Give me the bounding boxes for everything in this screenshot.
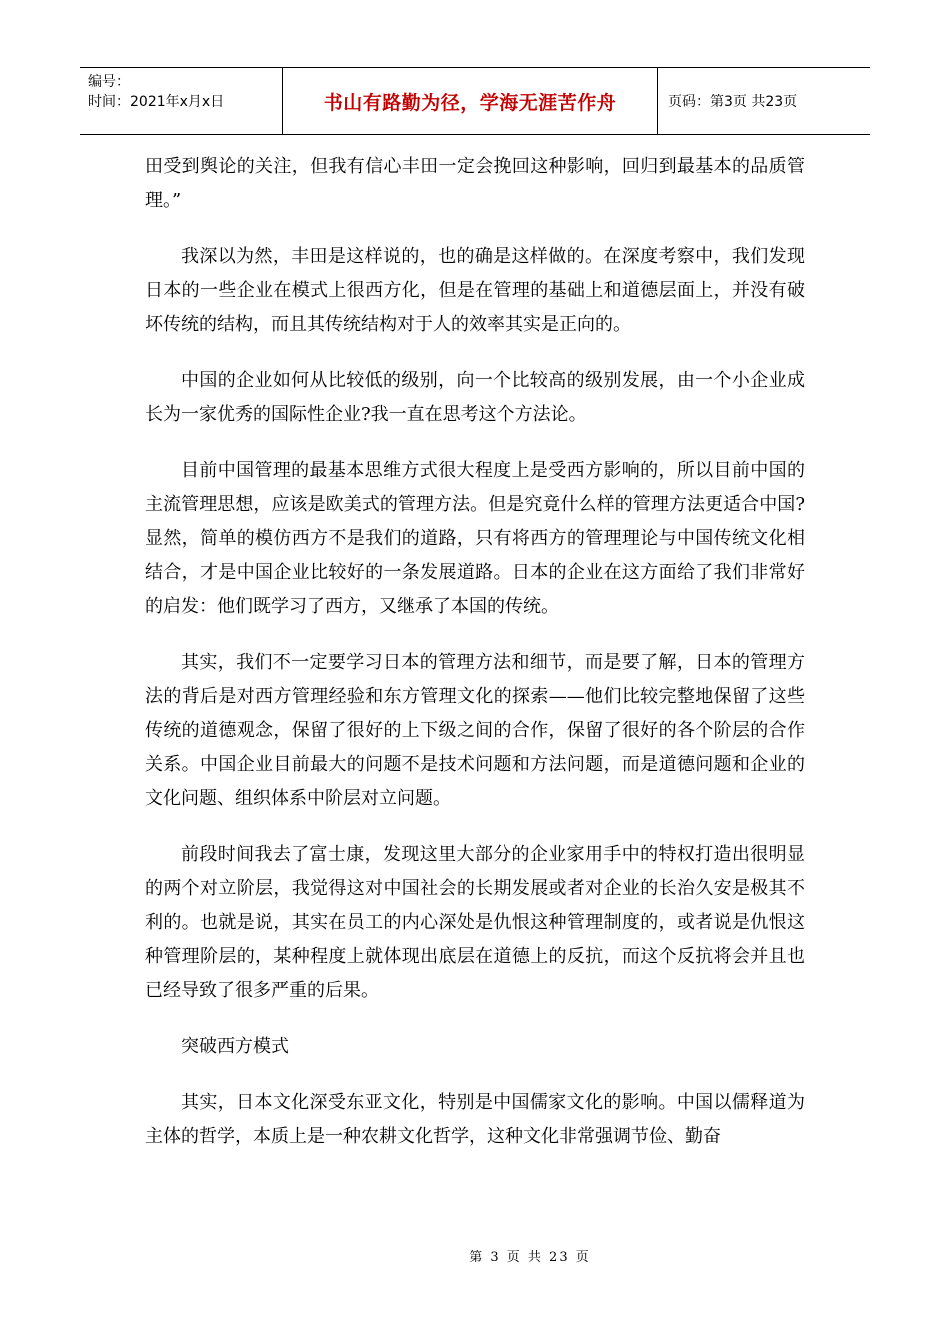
header-motto: 书山有路勤为径，学海无涯苦作舟 — [283, 68, 658, 134]
document-body — [145, 150, 805, 1176]
number-label: 编号： — [88, 74, 130, 90]
page-footer: 第 3 页 共 23 页 — [469, 1250, 591, 1265]
header-meta — [80, 68, 283, 134]
paragraph: 其实，我们不一定要学习日本的管理方法和细节，而是要了解，日本的管理方法的背后是对西方管理经验和东方管理文化的探索——他们比较完整地保留了这些传统的道德观念，保留了很好的上下级之间的合作，保留了很好的各个阶层的合作关系。中国企业目前最大的问题不是技术问题和方法问题，而是道德问题和企业的文化问题、组织体系中阶层对立问题。 — [145, 652, 805, 809]
paragraph: 田受到舆论的关注，但我有信心丰田一定会挽回这种影响，回归到最基本的品质管理。” — [145, 156, 805, 211]
paragraph: 中国的企业如何从比较低的级别，向一个比较高的级别发展，由一个小企业成长为一家优秀的国际性企业?我一直在思考这个方法论。 — [145, 370, 805, 425]
date-label: 时间：2021年x月x日 — [88, 94, 225, 110]
header-page-info: 页码：第3页 共23页 — [668, 94, 798, 110]
section-heading: 突破西方模式 — [181, 1036, 289, 1057]
page-header — [80, 67, 870, 135]
paragraph: 我深以为然，丰田是这样说的，也的确是这样做的。在深度考察中，我们发现日本的一些企业在模式上很西方化，但是在管理的基础上和道德层面上，并没有破坏传统的结构，而且其传统结构对于人的效率其实是正向的。 — [145, 246, 805, 335]
paragraph: 其实，日本文化深受东亚文化，特别是中国儒家文化的影响。中国以儒释道为主体的哲学，本质上是一种农耕文化哲学，这种文化非常强调节俭、勤奋 — [145, 1092, 805, 1147]
paragraph: 前段时间我去了富士康，发现这里大部分的企业家用手中的特权打造出很明显的两个对立阶层，我觉得这对中国社会的长期发展或者对企业的长治久安是极其不利的。也就是说，其实在员工的内心深处是仇恨这种管理制度的，或者说是仇恨这种管理阶层的，某种程度上就体现出底层在道德上的反抗，而这个反抗将会并且也已经导致了很多严重的后果。 — [145, 844, 805, 1001]
paragraph: 目前中国管理的最基本思维方式很大程度上是受西方影响的，所以目前中国的主流管理思想，应该是欧美式的管理方法。但是究竟什么样的管理方法更适合中国?显然，简单的模仿西方不是我们的道路，只有将西方的管理理论与中国传统文化相结合，才是中国企业比较好的一条发展道路。日本的企业在这方面给了我们非常好的启发：他们既学习了西方，又继承了本国的传统。 — [145, 460, 805, 617]
